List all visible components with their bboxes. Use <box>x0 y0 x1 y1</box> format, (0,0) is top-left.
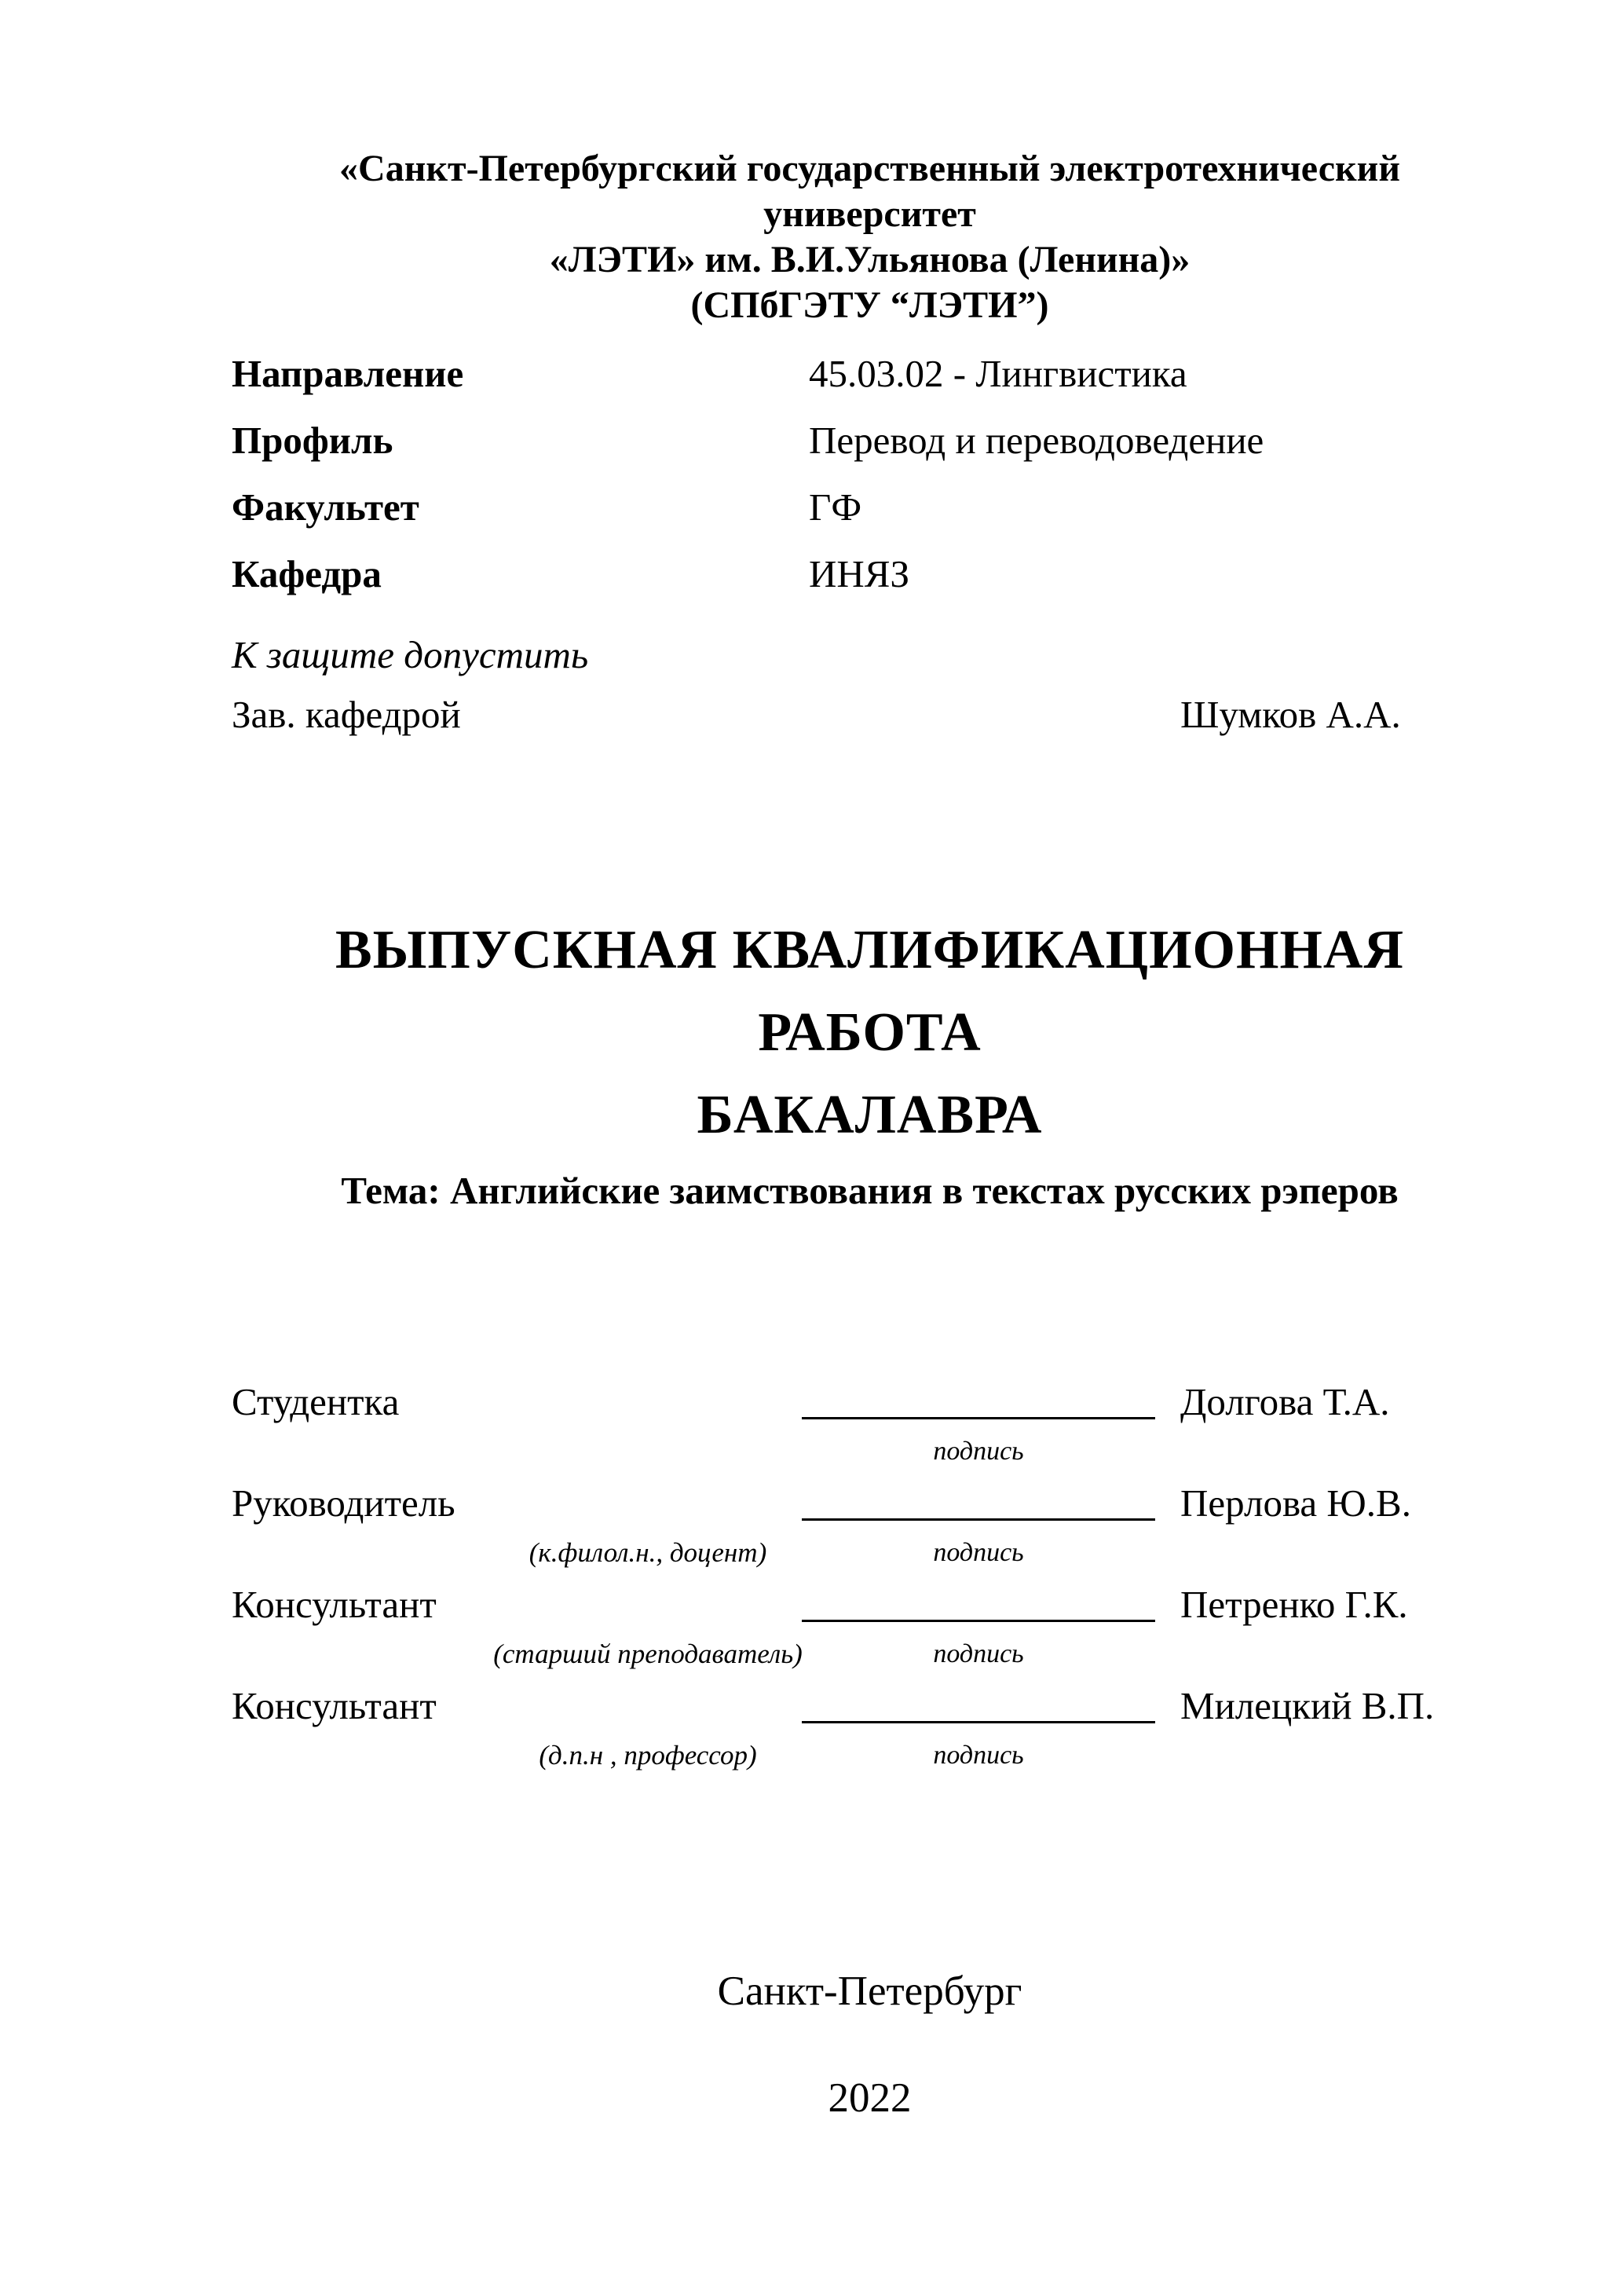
thesis-title <box>232 909 1508 1156</box>
signature-row <box>232 1478 1508 1579</box>
signature-qualification: (д.п.н , профессор) <box>539 1740 757 1771</box>
university-header-line3: (СПбГЭТУ “ЛЭТИ”) <box>690 284 1049 326</box>
signature-role-label: Студентка <box>232 1380 400 1423</box>
program-meta-label: Факультет <box>232 485 419 529</box>
signature-line <box>802 1518 1155 1568</box>
thesis-title-line1: ВЫПУСКНАЯ КВАЛИФИКАЦИОННАЯ РАБОТА <box>335 920 1405 1063</box>
signature-line <box>802 1721 1155 1771</box>
signature-line <box>802 1417 1155 1467</box>
signature-qualification: (к.филол.н., доцент) <box>529 1537 767 1568</box>
signature-name: Милецкий В.П. <box>1180 1684 1435 1727</box>
signature-caption: подпись <box>933 1538 1024 1567</box>
footer-city: Санкт-Петербург <box>717 1968 1022 2014</box>
admit-to-defense-line: К защите допустить <box>232 633 589 676</box>
program-meta-label: Кафедра <box>232 552 382 595</box>
signature-row <box>232 1579 1508 1680</box>
program-meta-value: ИНЯЗ <box>809 552 910 595</box>
signatures-block <box>232 1376 1508 1782</box>
footer-block <box>232 1968 1508 2121</box>
signature-role-label: Консультант <box>232 1583 437 1626</box>
footer-year: 2022 <box>828 2075 912 2121</box>
university-header-line1: «Санкт-Петербургский государственный электротехнический университет <box>339 148 1400 235</box>
thesis-topic <box>232 1168 1508 1213</box>
program-meta-value: 45.03.02 - Лингвистика <box>809 352 1187 395</box>
program-meta-block <box>232 352 1508 619</box>
program-meta-row <box>232 485 1508 552</box>
signature-line <box>802 1620 1155 1669</box>
signature-row <box>232 1680 1508 1782</box>
department-head-row <box>232 693 1508 740</box>
thesis-topic-label: Тема: <box>341 1169 441 1212</box>
program-meta-row <box>232 552 1508 619</box>
thesis-title-line2: БАКАЛАВРА <box>697 1085 1043 1145</box>
signature-caption: подпись <box>933 1437 1024 1466</box>
signature-name: Петренко Г.К. <box>1180 1583 1408 1626</box>
program-meta-rows <box>232 352 1508 619</box>
signature-role-label: Руководитель <box>232 1481 455 1525</box>
signature-name: Перлова Ю.В. <box>1180 1481 1411 1525</box>
university-header-line2: «ЛЭТИ» им. В.И.Ульянова (Ленина)» <box>549 239 1191 280</box>
program-meta-label: Направление <box>232 352 464 395</box>
signature-role-label: Консультант <box>232 1684 437 1727</box>
program-meta-row <box>232 419 1508 485</box>
signature-name: Долгова Т.А. <box>1180 1380 1390 1423</box>
program-meta-row <box>232 352 1508 419</box>
university-header <box>232 146 1508 328</box>
program-meta-value: ГФ <box>809 485 862 529</box>
department-head-name: Шумков А.А. <box>1180 693 1401 736</box>
department-head-label: Зав. кафедрой <box>232 693 461 736</box>
signature-rows <box>232 1376 1508 1782</box>
program-meta-value: Перевод и переводоведение <box>809 419 1264 462</box>
program-meta-label: Профиль <box>232 419 393 462</box>
approval-block <box>232 633 1508 740</box>
signature-qualification: (старший преподаватель) <box>493 1639 803 1669</box>
signature-caption: подпись <box>933 1639 1024 1668</box>
signature-row <box>232 1376 1508 1478</box>
signature-caption: подпись <box>933 1741 1024 1770</box>
thesis-topic-text: Английские заимствования в текстах русских рэперов <box>450 1169 1399 1212</box>
